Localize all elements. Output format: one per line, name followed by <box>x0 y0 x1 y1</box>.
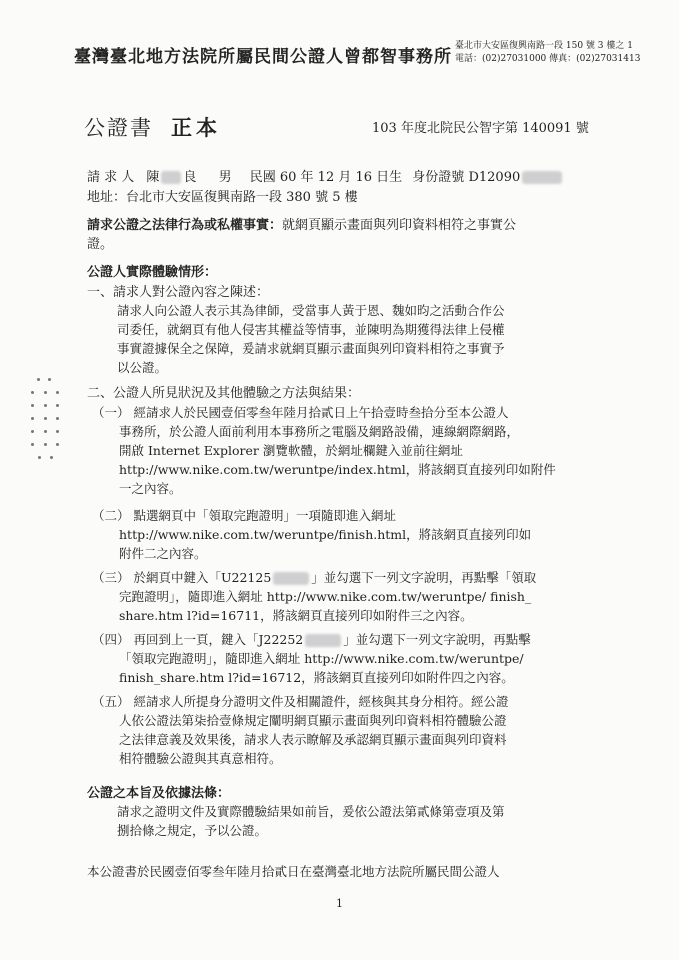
item-3 <box>92 568 592 625</box>
applicant-given-name: 良 <box>183 170 197 185</box>
item-5-line: 之法律意義及效果後，請求人表示瞭解及承認網頁顯示畫面與列印資料 <box>119 732 507 747</box>
redaction-mark <box>522 171 562 184</box>
matter-line <box>87 214 516 233</box>
section-1-line: 事實證據保全之保障，爰請求就網頁顯示畫面與列印資料相符之事實予 <box>117 341 505 356</box>
closing-statement: 本公證書於民國壹佰零叁年陸月拾貳日在臺灣臺北地方法院所屬民間公證人 <box>87 864 500 879</box>
item-2-line: （二） 點選網頁中「領取完跑證明」一項隨即進入網址 <box>92 508 396 523</box>
applicant-label: 請 求 人 <box>87 170 135 185</box>
basis-heading: 公證之本旨及依據法條： <box>87 786 231 801</box>
matter-text: 就網頁顯示畫面與列印資料相符之事實公 <box>282 218 517 233</box>
original-copy-label: 正本 <box>171 115 221 140</box>
item-4-line: finish_share.htm l?id=16712，將該網頁直接列印如附件四之內容。 <box>119 670 514 685</box>
office-contact <box>455 40 640 66</box>
item-3-line: share.htm l?id=16711，將該網頁直接列印如附件三之內容。 <box>119 608 473 623</box>
redaction-mark <box>273 572 309 585</box>
item-2 <box>92 506 592 563</box>
basis-line: 捌拾條之規定，予以公證。 <box>117 823 268 838</box>
section-1-line: 以公證。 <box>117 360 168 375</box>
certificate-title <box>84 112 221 142</box>
item-2-line: 附件二之內容。 <box>119 546 207 561</box>
applicant-address: 地址：台北市大安區復興南路一段 380 號 5 樓 <box>87 190 358 205</box>
basis-body <box>117 802 587 840</box>
certificate-number: 103 年度北院民公智字第 140091 號 <box>372 121 589 136</box>
id-label: 身份證號 <box>412 170 465 185</box>
office-address: 臺北市大安區復興南路一段 150 號 3 樓之 1 <box>455 41 633 51</box>
item-3-text: （三） 於網頁中鍵入「U22125 <box>92 570 272 585</box>
item-4-line: 「領取完跑證明」，隨即進入網址 http://www.nike.com.tw/weruntpe/ <box>119 651 524 666</box>
item-1 <box>92 403 592 498</box>
item-3-line <box>92 568 592 587</box>
applicant-birth: 民國 60 年 12 月 16 日生 <box>249 170 403 185</box>
redaction-mark <box>305 634 341 647</box>
section-1-body <box>117 301 587 377</box>
item-1-line: 開啟 Internet Explorer 瀏覽軟體，於網址欄鍵入並前往網址 <box>119 443 463 458</box>
item-5 <box>92 692 592 768</box>
office-phone: 電話：(02)27031000 傳真：(02)27031413 <box>455 54 641 64</box>
basis-line: 請求之證明文件及實際體驗結果如前旨，爰依公證法第貳條第壹項及第 <box>117 804 505 819</box>
item-5-line: （五） 經請求人所提身分證明文件及相關證件，經核與其身分相符。經公證 <box>92 694 509 709</box>
item-4-text: （四） 再回到上一頁，鍵入「J22252 <box>92 632 304 647</box>
matter-label: 請求公證之法律行為或私權事實： <box>87 218 283 233</box>
section-2-heading: 二、公證人所見狀況及其他體驗之方法與結果： <box>87 386 361 401</box>
item-4-line <box>92 630 592 649</box>
section-1-line: 請求人向公證人表示其為律師，受當事人黃于恩、魏如昀之活動合作公 <box>117 303 505 318</box>
matter-text-cont: 證。 <box>87 237 114 252</box>
applicant-gender: 男 <box>218 170 232 185</box>
experience-heading: 公證人實際體驗情形： <box>87 265 218 280</box>
item-1-line: http://www.nike.com.tw/weruntpe/index.html，將該網頁直接列印如附件 <box>119 462 556 477</box>
item-3-line: 完跑證明」，隨即進入網址 http://www.nike.com.tw/weruntpe/ finish_ <box>119 589 532 604</box>
item-5-line: 相符體驗公證與其真意相符。 <box>119 751 282 766</box>
item-5-line: 人依公證法第柒拾壹條規定闡明網頁顯示畫面與列印資料相符體驗公證 <box>119 713 507 728</box>
item-4-text: 」並勾選下一列文字說明，再點擊 <box>343 632 531 647</box>
applicant-line <box>87 166 564 185</box>
redaction-mark <box>161 171 181 184</box>
id-number: D12090 <box>468 170 521 185</box>
section-1-line: 司委任，就網頁有他人侵害其權益等情事，並陳明為期獲得法律上侵權 <box>117 322 505 337</box>
certificate-label: 公證書 <box>84 116 153 140</box>
item-1-line: 一之內容。 <box>119 481 182 496</box>
office-name: 臺灣臺北地方法院所屬民間公證人曾都智事務所 <box>74 47 452 67</box>
page-number: 1 <box>336 897 343 910</box>
item-4 <box>92 630 592 687</box>
item-1-line: 事務所，於公證人面前利用本事務所之電腦及網路設備，連線網際網路， <box>119 424 520 439</box>
item-1-line: （一） 經請求人於民國壹佰零叁年陸月拾貳日上午拾壹時叁拾分至本公證人 <box>92 405 509 420</box>
item-3-text: 」並勾選下一列文字說明，再點擊「領取 <box>311 570 537 585</box>
applicant-surname: 陳 <box>146 170 160 185</box>
item-2-line: http://www.nike.com.tw/weruntpe/finish.html，將該網頁直接列印如 <box>119 527 532 542</box>
section-1-heading: 一、請求人對公證內容之陳述： <box>87 285 270 300</box>
